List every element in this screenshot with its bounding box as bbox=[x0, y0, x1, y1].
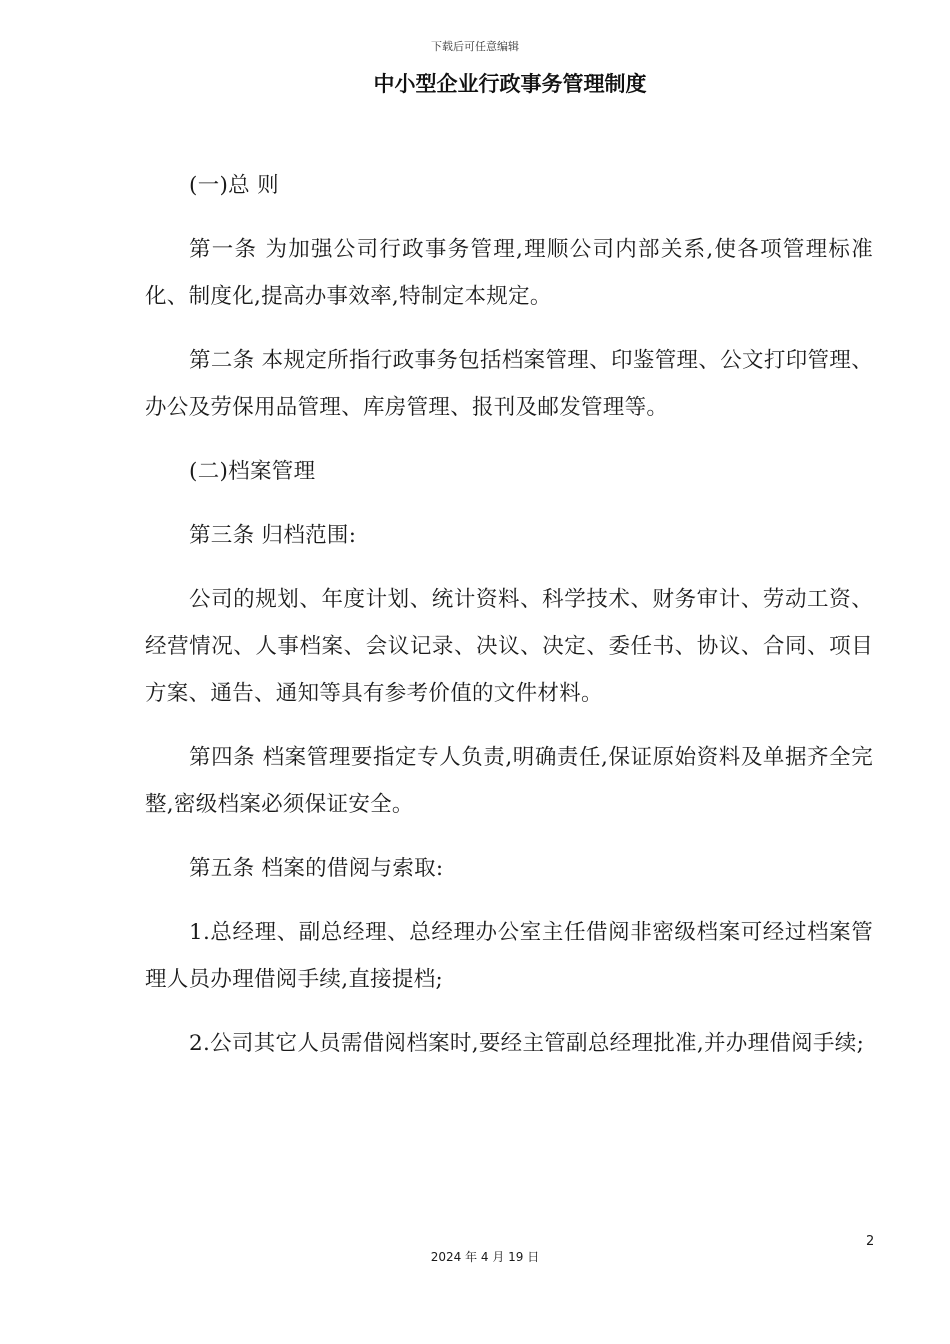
article-1: 第一条 为加强公司行政事务管理,理顺公司内部关系,使各项管理标准化、制度化,提高办事效率,特制定本规定。 bbox=[145, 237, 873, 309]
article-2: 第二条 本规定所指行政事务包括档案管理、印鉴管理、公文打印管理、办公及劳保用品管理、库房管理、报刊及邮发管理等。 bbox=[145, 348, 873, 420]
archive-scope-paragraph: 公司的规划、年度计划、统计资料、科学技术、财务审计、劳动工资、经营情况、人事档案、会议记录、决议、决定、委任书、协议、合同、项目方案、通告、通知等具有参考价值的文件材料。 bbox=[145, 587, 873, 706]
article-5-item-2: 2.公司其它人员需借阅档案时,要经主管副总经理批准,并办理借阅手续; bbox=[189, 1031, 865, 1056]
document-title: 中小型企业行政事务管理制度 bbox=[373, 72, 647, 96]
document-body bbox=[145, 162, 873, 1084]
section-heading-general: (一)总 则 bbox=[189, 173, 279, 198]
page-number: 2 bbox=[866, 1234, 875, 1249]
article-4: 第四条 档案管理要指定专人负责,明确责任,保证原始资料及单据齐全完整,密级档案必须保证安全。 bbox=[145, 745, 873, 817]
article-5: 第五条 档案的借阅与索取: bbox=[189, 856, 444, 881]
article-3: 第三条 归档范围: bbox=[189, 523, 357, 548]
footer-date: 2024 年 4 月 19 日 bbox=[430, 1250, 540, 1264]
article-5-item-1: 1.总经理、副总经理、总经理办公室主任借阅非密级档案可经过档案管理人员办理借阅手续,直接提档; bbox=[145, 920, 873, 992]
header-note: 下载后可任意编辑 bbox=[431, 40, 519, 53]
section-heading-archives: (二)档案管理 bbox=[189, 459, 316, 484]
